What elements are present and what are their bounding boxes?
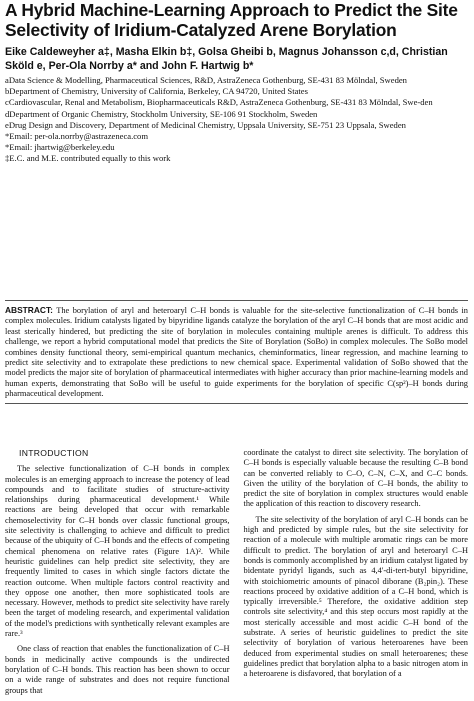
abstract-label: ABSTRACT: — [5, 305, 53, 315]
email-line[interactable]: *Email: per-ola.norrby@astrazeneca.com — [5, 131, 149, 142]
abstract-text: The borylation of aryl and heteroaryl C–H bonds is valuable for the site-selective functionalization of C–H bonds in complex molecules. Iridium catalysts ligated by bipyridine ligands catalyze the borylation of the aryl C–H bonds that are most acidic and least sterically hindered, but predicting the site of borylation in molecules containing multiple arenes is difficult. To address this challenge, we report a hybrid computational model that predicts the Site of Borylation (SoBo) in complex molecules. The SoBo model combines density functional theory, semi-empirical quantum mechanics, cheminformatics, linear regression, and machine learning to predict site selectivity and to extrapolate these predictions to new chemical space. Experimental validation of SoBo showed that the model predicts the major site of borylation of pharmaceutical intermediates with higher accuracy than prior machine-learning models and human experts, demonstrating that SoBo will be useful to guide experiments for the borylation of specific C(sp²)–H bonds during pharmaceutical development. — [5, 306, 468, 399]
body-paragraph: The selective functionalization of C–H bonds in complex molecules is an emerging approach to increase the potency of lead compounds and to facilitate studies of structure-activity relationships during pharmaceutical development.¹ While reactions are being developed that occur with remarkable chemoselectivity for C–H bonds over classic functional groups, site selectivity is challenging to achieve and difficult to predict because of the ubiquity of C–H bonds and the effects of competing chemical phenomena on relative rates (Figure 1A)². While heuristic guidelines can help predict site selectivity, they are frequently limited to cases in which single factors dictate the reaction outcome. When multiple factors control reactivity and they oppose one another, then more sophisticated tools are necessary. However, methods to predict site selectivity have rarely been the target of modeling research, and experimental validation of the model's predictions with synthetically relevant examples are rare.³ — [5, 464, 230, 639]
paper-title: A Hybrid Machine-Learning Approach to Predict the Site Selectivity of Iridium-Catalyzed Arene Borylation — [5, 0, 458, 40]
abstract-box — [5, 300, 468, 404]
body-paragraph: coordinate the catalyst to direct site selectivity. The borylation of C–H bonds is especially valuable because the resulting C–B bond can be converted reliably to C–O, C–N, C–X, and C–C bonds. Given the utility of the borylation of C–H bonds, the ability to predict the site of borylation in complex structures would enable the application of this reaction to discovery research. — [243, 448, 468, 509]
affiliation-line: dDepartment of Organic Chemistry, Stockholm University, SE-106 91 Stockholm, Sweden — [5, 108, 318, 119]
left-column — [5, 448, 230, 701]
body-paragraph: The site selectivity of the borylation of aryl C–H bonds can be high and predicted by simple rules, but the site selectivity for reaction of a molecule with multiple aromatic rings can be more difficult to predict. The borylation of aryl and heteroaryl C–H bonds is commonly accomplished by an iridium catalyst ligated by bidentate pyridyl ligands, such as 4,4'-di-tert-butyl bipyridine, with stoichiometric amounts of pinacol diborane (B₂pin₂). These reactions proceed by oxidative addition of a C–H bond, which is typically irreversible.⁵ Therefore, the oxidative addition step controls site selectivity,⁴ and this step occurs most rapidly at the most sterically accessible and most acidic C–H bond of the substrate. A series of heuristic guidelines to predict the site selectivity of borylation of various heteroarenes have been deduced from experimental studies on small heteroarenes; these guidelines predict that borylation alpha to a basic nitrogen atom in a heteroarene is disfavored, that borylation of a — [243, 514, 468, 679]
equal-contribution-note: ‡E.C. and M.E. contributed equally to this work — [5, 153, 171, 164]
affiliation-line: bDepartment of Chemistry, University of California, Berkeley, CA 94720, United States — [5, 86, 308, 97]
body-columns — [5, 448, 468, 701]
affiliation-line: eDrug Design and Discovery, Department of Medicinal Chemistry, Uppsala University, SE-751 23 Uppsala, Sweden — [5, 119, 406, 130]
author-list: Eike Caldeweyher a‡, Masha Elkin b‡, Golsa Gheibi b, Magnus Johansson c,d, Christian Sköld e, Per-Ola Norrby a* and John F. Hartwig b* — [5, 46, 448, 72]
affiliation-list — [5, 75, 468, 165]
section-heading-introduction: INTRODUCTION — [19, 448, 89, 458]
affiliation-line: cCardiovascular, Renal and Metabolism, Biopharmaceuticals R&D, AstraZeneca Gothenburg, SE-431 83 Mölndal, Swe-den — [5, 97, 433, 108]
right-column — [244, 448, 469, 701]
affiliation-line: aData Science & Modelling, Pharmaceutical Sciences, R&D, AstraZeneca Gothenburg, SE-431 83 Mölndal, Sweden — [5, 75, 407, 85]
email-line[interactable]: *Email: jhartwig@berkeley.edu — [5, 142, 115, 153]
body-paragraph: One class of reaction that enables the functionalization of C–H bonds in medicinally active compounds is the undirected borylation of C–H bonds. This reaction has been shown to occur on a wide range of substrates and does not require functional groups that — [5, 644, 230, 695]
